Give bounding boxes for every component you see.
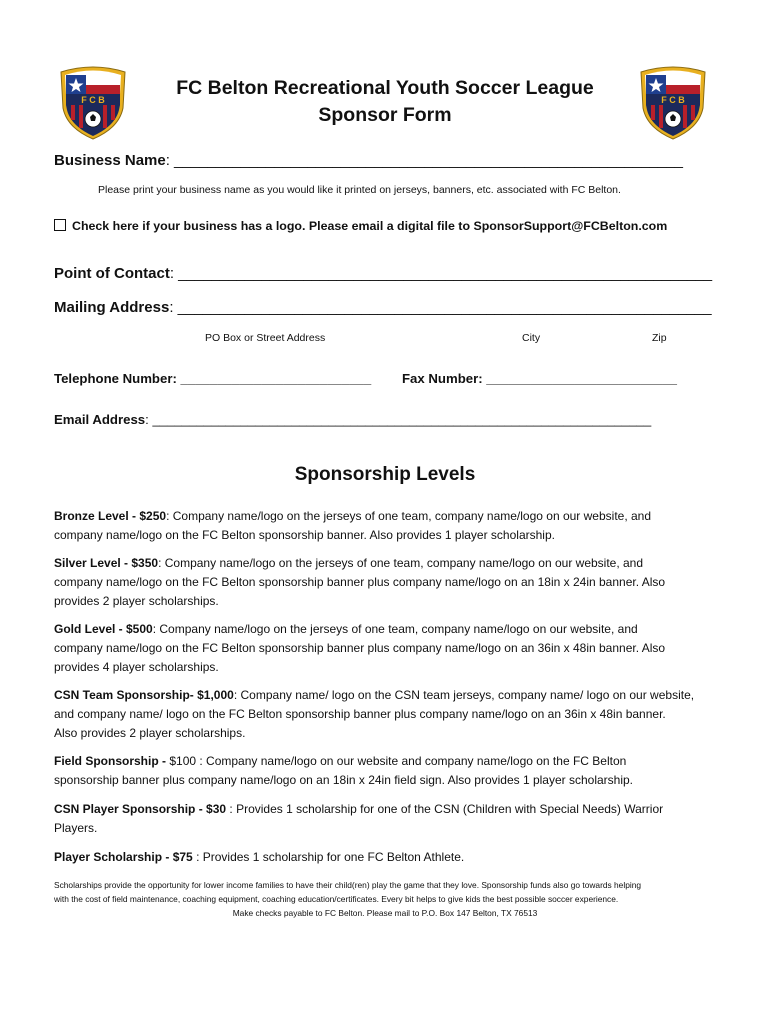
crest-letters: F C B: [661, 95, 685, 105]
email-row: [54, 413, 651, 426]
address-hint-zip: Zip: [652, 332, 667, 344]
logo-checkbox-row[interactable]: [54, 219, 667, 233]
form-subtitle: Sponsor Form: [318, 104, 452, 126]
sponsorship-levels-heading: Sponsorship Levels: [294, 464, 476, 485]
level-desc: provides 4 player scholarships.: [54, 660, 219, 674]
fax-field[interactable]: : __________________________: [478, 371, 677, 386]
point-of-contact-field[interactable]: : ________________________________________________________________: [169, 265, 713, 282]
level-desc: : Company name/logo on our website and company name/logo on the FC Belton: [196, 754, 627, 768]
level-desc: : Provides 1 scholarship for one of the CSN (Children with Special Needs) Warrior: [226, 802, 664, 816]
level-name: Gold Level - $500: [54, 622, 153, 636]
level-desc: Also provides 2 player scholarships.: [54, 726, 246, 740]
telephone-label: Telephone Number: [54, 371, 173, 386]
level-desc: Players.: [54, 821, 98, 835]
level-silver: [54, 554, 722, 611]
level-name: Field Sponsorship -: [54, 754, 170, 768]
mailing-address-field[interactable]: : ________________________________________________________________: [169, 299, 712, 316]
fax-label: Fax Number: [402, 371, 479, 386]
telephone-row: [54, 372, 371, 385]
level-gold: [54, 620, 722, 677]
point-of-contact-row: [54, 266, 712, 281]
mailing-address-label: Mailing Address: [54, 299, 170, 316]
level-csn-player: [54, 800, 722, 838]
level-desc: and company name/ logo on the FC Belton sponsorship banner plus company name/logo on an 36in x 48in banner.: [54, 707, 666, 721]
address-hint-city: City: [522, 332, 541, 344]
mailing-address-row: [54, 300, 712, 315]
footer-line-1: Scholarships provide the opportunity for lower income families to have their child(ren) play the game that they love. Sponsorship funds also go towards helping: [54, 880, 642, 890]
crest-letters: F C B: [81, 95, 105, 105]
level-desc: : Company name/logo on the jerseys of one team, company name/logo on our website, and: [158, 556, 644, 570]
level-bronze: [54, 507, 722, 545]
email-label: Email Address: [54, 412, 146, 427]
business-name-row: [54, 153, 683, 168]
level-desc: : Company name/logo on the jerseys of one team, company name/logo on our website, and: [152, 622, 638, 636]
level-csn-team: [54, 686, 722, 743]
point-of-contact-label: Point of Contact: [54, 265, 170, 282]
logo-checkbox[interactable]: [54, 219, 66, 231]
level-desc: : Provides 1 scholarship for one FC Belton Athlete.: [192, 850, 465, 864]
level-name: Player Scholarship - $75: [54, 850, 193, 864]
business-name-label: Business Name: [54, 152, 166, 169]
fax-row: [402, 372, 677, 385]
level-desc: sponsorship banner plus company name/logo on an 18in x 24in field sign. Also provides 1 player scholarship.: [54, 773, 634, 787]
level-name: CSN Player Sponsorship - $30: [54, 802, 227, 816]
level-name: Silver Level - $350: [54, 556, 159, 570]
business-name-field[interactable]: : _____________________________________________________________: [165, 152, 683, 169]
level-desc: : Company name/ logo on the CSN team jerseys, company name/ logo on our website,: [233, 688, 695, 702]
level-field: [54, 752, 722, 790]
level-desc: : Company name/logo on the jerseys of one team, company name/logo on our website, and: [166, 509, 652, 523]
footer-mail-instructions: Make checks payable to FC Belton. Please mail to P.O. Box 147 Belton, TX 76513: [232, 908, 538, 918]
level-name: CSN Team Sponsorship- $1,000: [54, 688, 234, 702]
logo-checkbox-label: Check here if your business has a logo. Please email a digital file to SponsorSupport@FCBelton.com: [72, 219, 668, 233]
form-title: FC Belton Recreational Youth Soccer League: [176, 77, 594, 99]
level-desc: company name/logo on the FC Belton sponsorship banner plus company name/logo on an 18in x 24in banner. Also: [54, 575, 666, 589]
telephone-field[interactable]: : __________________________: [172, 371, 372, 386]
footer-line-2: with the cost of field maintenance, coaching equipment, coaching education/certificates. Every bit helps to give kids the best possible soccer experience.: [54, 894, 619, 904]
fcb-crest-logo-left: [55, 64, 131, 140]
level-player-scholarship: [54, 848, 722, 867]
email-field[interactable]: : ____________________________________________________________________: [145, 412, 652, 427]
level-name: Bronze Level - $250: [54, 509, 167, 523]
level-desc: provides 2 player scholarships.: [54, 594, 219, 608]
level-desc: company name/logo on the FC Belton sponsorship banner plus company name/logo on an 36in x 48in banner. Also: [54, 641, 666, 655]
business-name-hint: Please print your business name as you would like it printed on jerseys, banners, etc. associated with FC Belton.: [98, 184, 621, 196]
fcb-crest-logo-right: [635, 64, 711, 140]
address-hint-street: PO Box or Street Address: [205, 332, 326, 344]
level-price: $100: [169, 754, 197, 768]
level-desc: company name/logo on the FC Belton sponsorship banner. Also provides 1 player scholarship.: [54, 528, 555, 542]
